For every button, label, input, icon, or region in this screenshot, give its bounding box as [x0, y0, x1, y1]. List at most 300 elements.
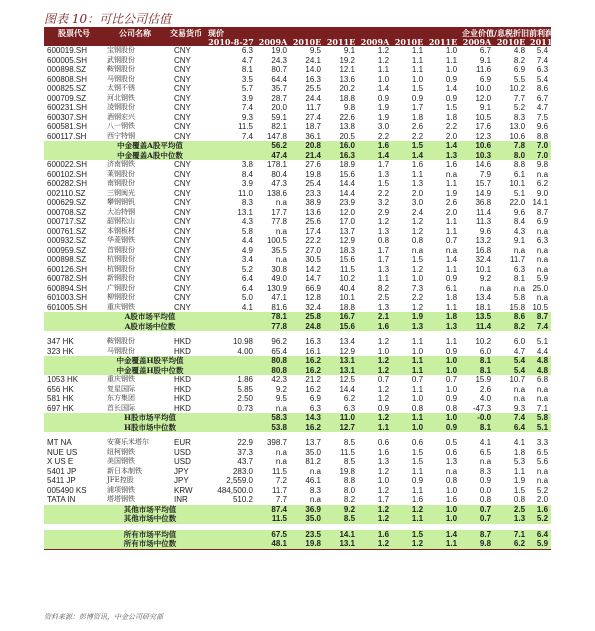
ticker-cell: 000825.SZ	[47, 84, 87, 93]
metric-cell: 23.3	[305, 188, 321, 198]
metric-cell: n.a	[445, 466, 458, 476]
company-name-cell: 济南钢铁	[107, 160, 135, 168]
company-name-cell: 华菱钢铁	[107, 236, 135, 244]
metric-cell: 138.6	[266, 188, 287, 198]
metric-cell: 5.5	[513, 74, 526, 84]
summary-value: 1.2	[358, 366, 392, 376]
metric-cell: 4.4	[536, 346, 549, 356]
metric-cell: 38.9	[305, 198, 321, 207]
table-row	[44, 246, 551, 256]
metric-cell: 10.7	[509, 375, 526, 384]
summary-value: 1.2	[358, 505, 392, 515]
metric-cell: 5.2	[536, 485, 549, 495]
price-cell: 510.2	[232, 495, 253, 504]
table-row	[44, 486, 551, 496]
metric-cell: 8.8	[343, 476, 356, 485]
price-cell: 1.86	[237, 375, 253, 384]
company-name-cell: 首长国际	[107, 403, 135, 412]
metric-cell: 14.6	[475, 160, 492, 169]
currency-cell: INR	[174, 495, 188, 504]
summary-value: 16.2	[290, 423, 324, 433]
price-cell: 6.4	[241, 274, 253, 283]
summary-value: 7.8	[494, 141, 528, 151]
summary-label: 中金覆盖A股中位数	[44, 151, 256, 161]
metric-cell: 10.1	[475, 264, 492, 274]
summary-value: 35.0	[290, 514, 324, 524]
metric-cell: 6.9	[309, 394, 321, 403]
metric-cell: 5.2	[513, 103, 526, 112]
metric-cell: 1.4	[377, 84, 390, 93]
metric-cell: 27.4	[305, 112, 321, 122]
metric-cell: 1.3	[411, 179, 424, 188]
metric-cell: 2.2	[445, 122, 458, 131]
metric-cell: 6.9	[536, 217, 549, 226]
metric-cell: 27.0	[305, 245, 321, 255]
summary-label: A股市场平均值	[44, 312, 256, 322]
metric-cell: 2.2	[411, 293, 424, 302]
metric-cell: 12.9	[339, 346, 356, 356]
metric-cell: 1.0	[445, 46, 458, 55]
summary-value: 11.5	[256, 514, 290, 524]
metric-cell: 0.5	[445, 438, 458, 447]
summary-value: 13.5	[460, 312, 494, 322]
metric-cell: 6.5	[479, 447, 492, 457]
metric-cell: 10.1	[339, 293, 356, 302]
ticker-cell: 600894.SH	[47, 283, 88, 293]
summary-row	[44, 366, 551, 376]
table-row	[44, 56, 551, 66]
metric-cell: 6.1	[445, 283, 458, 293]
metric-cell: 1.6	[411, 160, 424, 169]
metric-cell: 2.6	[479, 384, 492, 394]
metric-cell: 21.2	[305, 375, 321, 384]
ticker-cell: 000717.SZ	[47, 217, 87, 226]
metric-cell: 2.0	[536, 495, 549, 504]
price-cell: 43.7	[237, 457, 253, 466]
metric-cell: 1.8	[445, 293, 458, 302]
metric-cell: 14.7	[305, 274, 321, 283]
metric-cell: 9.6	[479, 226, 492, 236]
summary-row	[44, 151, 551, 161]
summary-value: 1.3	[426, 322, 460, 332]
company-name-cell: 武钢股份	[107, 55, 135, 64]
metric-cell: 0.7	[411, 375, 424, 384]
metric-cell: 1.2	[411, 302, 424, 312]
header-year-cell: 2011E	[530, 36, 559, 47]
metric-cell: 3.3	[536, 438, 549, 447]
metric-cell: 19.0	[271, 46, 287, 55]
metric-cell: 40.4	[339, 283, 356, 293]
metric-cell: 178.1	[266, 160, 287, 169]
metric-cell: 8.0	[343, 485, 356, 495]
metric-cell: 23.9	[339, 198, 356, 207]
price-cell: 7.4	[241, 131, 253, 141]
metric-cell: 11.5	[340, 264, 356, 274]
currency-cell: CNY	[174, 103, 191, 112]
metric-cell: 3.2	[377, 198, 390, 207]
metric-cell: 1.4	[445, 255, 458, 264]
summary-value: 80.8	[256, 366, 290, 376]
metric-cell: 4.7	[513, 346, 526, 356]
metric-cell: 11.6	[476, 65, 492, 74]
currency-cell: CNY	[174, 207, 191, 217]
metric-cell: 7.3	[411, 283, 424, 293]
source-note: 资料来源：彭博资讯，中金公司研究部	[44, 613, 163, 621]
metric-cell: 13.0	[509, 122, 526, 131]
metric-cell: 17.4	[305, 226, 321, 236]
metric-cell: 0.9	[445, 394, 458, 403]
ticker-cell: 600231.SH	[47, 103, 88, 112]
metric-cell: 2.2	[377, 131, 390, 141]
price-cell: 8.3	[241, 198, 253, 207]
metric-cell: 64.4	[271, 74, 287, 84]
metric-cell: 0.8	[411, 236, 424, 245]
metric-cell: 14.4	[339, 384, 356, 394]
ticker-cell: 000761.SZ	[47, 226, 87, 236]
metric-cell: n.a	[309, 495, 321, 504]
metric-cell: 1.2	[411, 226, 424, 236]
ticker-cell: 600782.SH	[47, 274, 88, 283]
summary-row	[44, 141, 551, 151]
metric-cell: 5.4	[536, 46, 549, 55]
currency-cell: CNY	[174, 264, 191, 274]
company-name-cell: 鞍钢股份	[107, 337, 135, 345]
metric-cell: 1.5	[377, 179, 390, 188]
metric-cell: 8.3	[309, 485, 321, 495]
metric-cell: 9.2	[479, 274, 492, 283]
summary-value: 1.6	[358, 322, 392, 332]
price-cell: 283.0	[232, 466, 253, 476]
company-name-cell: 纽柯钢铁	[107, 447, 135, 456]
summary-value: 23.5	[290, 530, 324, 540]
price-cell: 6.4	[241, 283, 253, 293]
metric-cell: 0.8	[479, 495, 492, 504]
header-year-cell: 2010E	[290, 38, 324, 47]
summary-value: 1.5	[392, 141, 426, 151]
ticker-cell: 600307.SH	[47, 112, 88, 122]
summary-value: 13.1	[324, 366, 358, 376]
summary-value: 1.5	[392, 530, 426, 540]
price-cell: 5.8	[241, 226, 253, 236]
currency-cell: CNY	[174, 122, 191, 131]
currency-cell: HKD	[174, 403, 191, 413]
summary-value: 36.9	[290, 505, 324, 515]
metric-cell: 14.9	[475, 188, 492, 198]
metric-cell: 1.1	[411, 485, 424, 495]
metric-cell: 1.1	[445, 179, 458, 188]
price-cell: 4.9	[241, 245, 253, 255]
table-row	[44, 65, 551, 75]
summary-value: 87.4	[256, 505, 290, 515]
metric-cell: 12.5	[339, 375, 356, 384]
summary-value: 11.4	[460, 322, 494, 332]
metric-cell: 1.6	[445, 495, 458, 504]
table-row	[44, 170, 551, 180]
metric-cell: 0.9	[445, 346, 458, 356]
currency-cell: CNY	[174, 65, 191, 74]
metric-cell: 7.4	[536, 55, 549, 65]
metric-cell: 1.0	[445, 65, 458, 74]
metric-cell: n.a	[445, 245, 458, 255]
metric-cell: 6.2	[536, 179, 549, 188]
summary-value: 1.9	[392, 312, 426, 322]
metric-cell: 22.2	[305, 236, 321, 245]
metric-cell: 4.0	[479, 394, 492, 403]
table-row	[44, 495, 551, 505]
metric-cell: 1.1	[445, 226, 458, 236]
metric-cell: n.a	[536, 384, 549, 394]
header-cell: 股票代号	[44, 29, 104, 38]
summary-value: 48.1	[256, 539, 290, 549]
price-cell: 4.4	[241, 236, 253, 245]
currency-cell: KRW	[174, 485, 193, 495]
company-name-cell: 柳钢股份	[107, 293, 135, 301]
metric-cell: 22.0	[509, 198, 526, 207]
table-row	[44, 274, 551, 284]
metric-cell: 0.0	[479, 485, 492, 495]
metric-cell: 13.4	[475, 293, 492, 302]
company-name-cell: 东方集团	[107, 394, 135, 402]
summary-value: 6.4	[528, 530, 551, 540]
summary-label: H股市场中位数	[44, 423, 256, 433]
summary-value: 47.4	[256, 151, 290, 161]
company-name-cell: 韶钢松山	[107, 217, 135, 225]
metric-cell: 6.8	[536, 375, 549, 384]
header-year-cell: 2011E	[324, 38, 358, 47]
summary-value: 0.9	[426, 423, 460, 433]
metric-cell: n.a	[479, 283, 492, 293]
metric-cell: 7.1	[536, 403, 549, 413]
ticker-cell: 000959.SZ	[47, 245, 87, 255]
summary-value: 0.7	[460, 514, 494, 524]
table-row	[44, 75, 551, 85]
metric-cell: 9.3	[513, 403, 526, 413]
metric-cell: 96.2	[271, 337, 287, 346]
metric-cell: 8.5	[343, 438, 356, 447]
currency-cell: CNY	[174, 302, 191, 312]
price-cell: 8.4	[241, 169, 253, 179]
metric-cell: 5.4	[536, 74, 549, 84]
table-row	[44, 448, 551, 458]
metric-cell: 13.4	[339, 337, 356, 346]
metric-cell: 398.7	[266, 438, 287, 447]
summary-value: 1.1	[392, 413, 426, 423]
metric-cell: 1.1	[377, 274, 390, 283]
metric-cell: 1.1	[377, 65, 390, 74]
price-cell: 2.50	[237, 394, 253, 403]
price-cell: 22.9	[237, 438, 253, 447]
metric-cell: 8.2	[513, 55, 526, 65]
metric-cell: 1.5	[411, 84, 424, 93]
metric-cell: 14.2	[305, 264, 321, 274]
metric-cell: 6.7	[479, 46, 492, 55]
currency-cell: CNY	[174, 245, 191, 255]
metric-cell: 30.8	[271, 264, 287, 274]
metric-cell: 25.4	[305, 179, 321, 188]
header-year-cell	[166, 38, 206, 47]
metric-cell: 1.7	[377, 245, 390, 255]
metric-cell: 7.7	[513, 93, 526, 103]
metric-cell: 1.7	[377, 255, 390, 264]
metric-cell: 77.8	[271, 217, 287, 226]
currency-cell: HKD	[174, 394, 191, 403]
price-cell: 7.4	[241, 103, 253, 112]
summary-value: 1.4	[426, 141, 460, 151]
metric-cell: 28.7	[271, 93, 287, 103]
summary-value: 15.6	[324, 322, 358, 332]
metric-cell: 1.3	[377, 226, 390, 236]
table-row	[44, 236, 551, 246]
header-year-cell: 2010E	[392, 38, 426, 47]
metric-cell: n.a	[275, 255, 287, 264]
company-name-cell: 宝钢股份	[107, 46, 135, 54]
company-name-cell: 杭钢股份	[107, 255, 135, 263]
summary-value: 9.2	[324, 505, 358, 515]
summary-value: 1.1	[392, 514, 426, 524]
summary-value: 80.8	[256, 356, 290, 366]
metric-cell: 10.2	[509, 84, 526, 93]
metric-cell: 4.3	[513, 226, 526, 236]
summary-row	[44, 356, 551, 366]
company-name-cell: 新钢股份	[107, 274, 135, 282]
summary-label: 其他市场平均值	[44, 505, 256, 515]
metric-cell: 0.7	[377, 375, 390, 384]
metric-cell: 10.2	[475, 337, 492, 346]
summary-value: 1.0	[426, 413, 460, 423]
metric-cell: 13.6	[305, 207, 321, 217]
summary-row	[44, 505, 551, 515]
metric-cell: 13.7	[339, 226, 356, 236]
summary-value: 1.2	[358, 514, 392, 524]
metric-cell: 1.1	[513, 466, 526, 476]
summary-value: 8.1	[460, 356, 494, 366]
price-cell: 3.9	[241, 93, 253, 103]
table-row	[44, 347, 551, 357]
summary-value: 13.1	[324, 539, 358, 549]
metric-cell: 9.1	[513, 236, 526, 245]
currency-cell: HKD	[174, 375, 191, 384]
metric-cell: 2.6	[411, 122, 424, 131]
metric-cell: n.a	[445, 169, 458, 179]
metric-cell: 18.9	[339, 160, 356, 169]
price-cell: 11.0	[238, 188, 253, 198]
summary-value: 67.5	[256, 530, 290, 540]
price-cell: 484,500.0	[217, 485, 253, 495]
metric-cell: 4.1	[479, 438, 492, 447]
price-cell: 5.2	[241, 264, 253, 274]
summary-value: 8.1	[460, 423, 494, 433]
metric-cell: 82.1	[271, 122, 287, 131]
table-row	[44, 227, 551, 237]
summary-label: 所有市场平均值	[44, 530, 256, 540]
price-cell: 37.3	[237, 447, 253, 457]
price-cell: 10.98	[232, 337, 253, 346]
metric-cell: 2.9	[377, 207, 390, 217]
summary-label: 其他市场中位数	[44, 514, 256, 524]
summary-value: 1.3	[426, 151, 460, 161]
metric-cell: 1.0	[377, 346, 390, 356]
summary-value: 5.2	[528, 514, 551, 524]
table-row	[44, 404, 551, 414]
metric-cell: 66.9	[305, 283, 321, 293]
table-row	[44, 337, 551, 347]
metric-cell: 0.6	[445, 447, 458, 457]
summary-value: 1.6	[358, 530, 392, 540]
company-name-cell: 塔塔钢铁	[107, 495, 135, 503]
metric-cell: 36.1	[305, 131, 321, 141]
ticker-cell: 002110.SZ	[47, 188, 86, 198]
company-name-cell: 太钢不锈	[107, 84, 135, 92]
summary-value: 6.4	[494, 423, 528, 433]
ticker-cell: 323 HK	[47, 346, 74, 356]
metric-cell: 36.8	[475, 198, 492, 207]
summary-value: 1.2	[358, 413, 392, 423]
table-row	[44, 84, 551, 94]
metric-cell: 15.6	[339, 169, 356, 179]
ticker-cell: 601003.SH	[47, 293, 88, 302]
metric-cell: 1.1	[411, 65, 424, 74]
metric-cell: 1.7	[411, 103, 424, 112]
ticker-cell: 600581.SH	[47, 122, 88, 131]
metric-cell: 147.8	[266, 131, 287, 141]
metric-cell: n.a	[275, 403, 287, 413]
table-row	[44, 103, 551, 113]
metric-cell: 1.0	[377, 74, 390, 84]
metric-cell: 5.3	[513, 457, 526, 466]
metric-cell: 1.1	[445, 55, 458, 65]
company-name-cell: 首钢股份	[107, 245, 135, 254]
metric-cell: n.a	[536, 255, 549, 264]
price-cell: 5.7	[241, 84, 253, 93]
metric-cell: 10.2	[339, 274, 356, 283]
metric-cell: 1.2	[377, 394, 390, 403]
metric-cell: 9.5	[275, 394, 287, 403]
metric-cell: 13.6	[339, 74, 356, 84]
metric-cell: 8.4	[513, 217, 526, 226]
table-row	[44, 198, 551, 208]
currency-cell: CNY	[174, 217, 191, 226]
price-cell: 11.5	[238, 122, 253, 131]
metric-cell: 10.5	[532, 302, 549, 312]
metric-cell: 30.5	[305, 255, 321, 264]
company-name-cell: 本钢板材	[107, 226, 135, 235]
price-cell: 5.0	[241, 293, 253, 302]
summary-value: 7.0	[528, 151, 551, 161]
metric-cell: 0.7	[445, 375, 458, 384]
currency-cell: CNY	[174, 293, 191, 302]
summary-value: 1.6	[358, 141, 392, 151]
company-name-cell: 八一钢铁	[107, 122, 135, 130]
header-cell: 企业价值/息税折旧前利润	[462, 28, 553, 38]
metric-cell: 11.4	[476, 207, 492, 217]
metric-cell: 1.2	[377, 217, 390, 226]
metric-cell: 6.3	[513, 264, 526, 274]
metric-cell: 12.3	[475, 131, 492, 141]
metric-cell: 1.3	[445, 457, 458, 466]
metric-cell: 8.3	[479, 466, 492, 476]
metric-cell: 0.9	[411, 476, 424, 485]
ticker-cell: 581 HK	[47, 394, 74, 403]
summary-value: 16.2	[290, 356, 324, 366]
summary-value: 8.6	[494, 312, 528, 322]
metric-cell: 47.3	[271, 179, 287, 188]
metric-cell: 25.5	[305, 84, 321, 93]
metric-cell: 2.4	[411, 207, 424, 217]
metric-cell: 1.5	[445, 103, 458, 112]
metric-cell: 11.7	[306, 103, 321, 112]
price-cell: 13.1	[237, 207, 253, 217]
summary-value: 1.3	[392, 322, 426, 332]
